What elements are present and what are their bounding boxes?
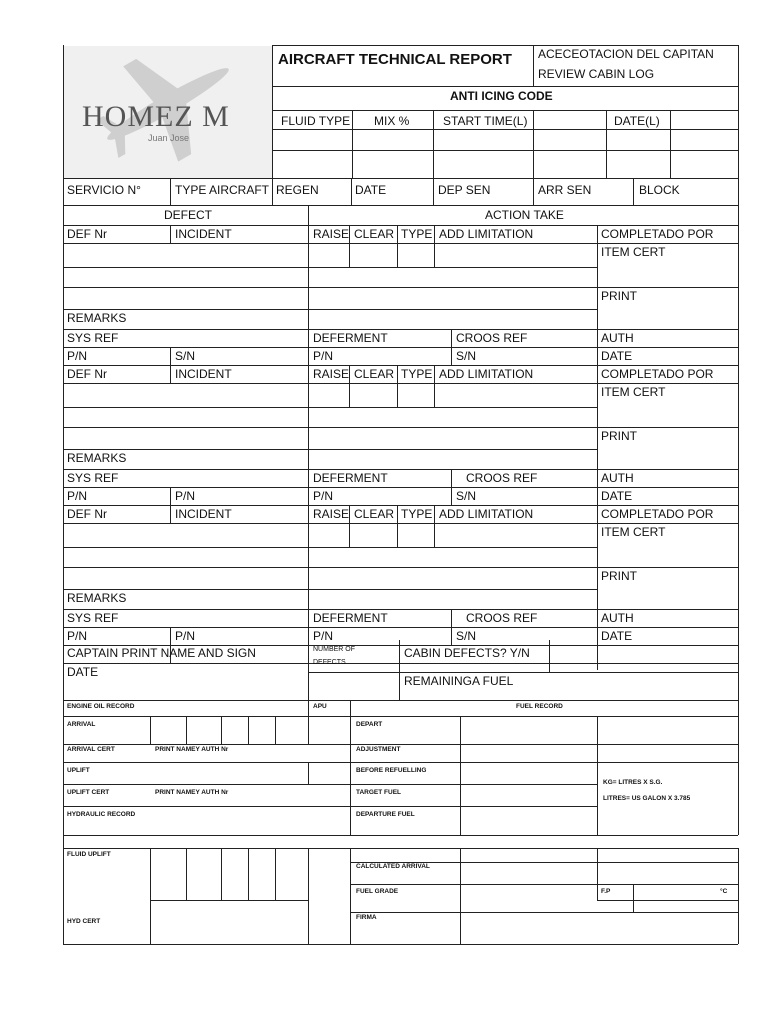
start-time-label: START TIME(L) [443,114,528,128]
def-nr-label: DEF Nr [67,507,107,521]
croos-ref-label: CROOS REF [456,331,528,345]
kg-formula: KG= LITRES X S.G. [603,779,663,786]
item-cert-label: ITEM CERT [601,245,666,259]
type-label: TYPE [401,227,433,241]
engine-oil-record-label: ENGINE OIL RECORD [67,703,135,710]
type-aircraft-label: TYPE AIRCRAFT [175,183,270,197]
hyd-cert-label: HYD CERT [67,918,101,925]
number-of-defects-label-2: DEFECTS [313,659,346,666]
date-l-label: DATE(L) [614,114,660,128]
incident-label: INCIDENT [175,367,232,381]
firma-label: FIRMA [356,914,377,921]
pn-right-label: P/N [313,489,334,503]
calculated-arrival-label: CALCULATED ARRIVAL [356,863,430,870]
pn-right-label: P/N [313,349,334,363]
completado-por-label: COMPLETADO POR [601,507,714,521]
defect-section-label: DEFECT [164,208,212,222]
apu-label: APU [313,703,327,710]
target-fuel-label: TARGET FUEL [356,789,402,796]
adjustment-label: ADJUSTMENT [356,746,401,753]
before-refuelling-label: BEFORE REFUELLING [356,767,427,774]
type-label: TYPE [401,507,433,521]
print-label: PRINT [601,569,637,583]
number-of-defects-label-1: NUMBER OF [313,646,355,653]
date-label: DATE [601,489,633,503]
item-cert-label: ITEM CERT [601,525,666,539]
clear-label: CLEAR [354,507,395,521]
fp-label: F.P [601,888,611,895]
remaining-fuel-label: REMAININGA FUEL [404,674,514,688]
fuel-grade-label: FUEL GRADE [356,888,399,895]
croos-ref-label: CROOS REF [466,471,538,485]
sn-right-label: S/N [456,629,477,643]
print-label: PRINT [601,289,637,303]
def-nr-label: DEF Nr [67,227,107,241]
print-name-auth-label-2: PRINT NAMEY AUTH Nr [155,789,229,796]
remarks-label: REMARKS [67,451,127,465]
add-limitation-label: ADD LIMITATION [439,227,534,241]
auth-label: AUTH [601,331,634,345]
deferment-label: DEFERMENT [313,331,388,345]
sn-left-label: P/N [175,629,196,643]
incident-label: INCIDENT [175,507,232,521]
service-date-label: DATE [355,183,387,197]
uplift-cert-label: UPLIFT CERT [67,789,110,796]
mix-label: MIX % [374,114,410,128]
def-nr-label: DEF Nr [67,367,107,381]
add-limitation-label: ADD LIMITATION [439,507,534,521]
date-label: DATE [601,629,633,643]
departure-fuel-label: DEPARTURE FUEL [356,811,415,818]
fuel-record-label: FUEL RECORD [516,703,563,710]
depart-label: DEPART [356,721,383,728]
sys-ref-label: SYS REF [67,471,119,485]
hydraulic-record-label: HYDRAULIC RECORD [67,811,136,818]
clear-label: CLEAR [354,367,395,381]
pn-label: P/N [67,629,88,643]
pn-right-label: P/N [313,629,334,643]
raise-label: RAISE [313,227,350,241]
regen-label: REGEN [276,183,319,197]
report-title: AIRCRAFT TECHNICAL REPORT [278,51,512,68]
sys-ref-label: SYS REF [67,611,119,625]
action-take-section-label: ACTION TAKE [485,208,564,222]
clear-label: CLEAR [354,227,395,241]
dep-sen-label: DEP SEN [438,183,491,197]
type-label: TYPE [401,367,433,381]
company-logo [64,46,272,178]
raise-label: RAISE [313,367,350,381]
incident-label: INCIDENT [175,227,232,241]
review-cabin-log-label: REVIEW CABIN LOG [538,67,655,81]
logo-name: HOMEZ M [82,100,230,133]
captain-print-name-label: CAPTAIN PRINT NAME AND SIGN [67,646,256,660]
arr-sen-label: ARR SEN [538,183,592,197]
anti-icing-code-label: ANTI ICING CODE [450,89,553,103]
logo-subtitle: Juan Jose [148,133,190,143]
raise-label: RAISE [313,507,350,521]
fluid-type-label: FLUID TYPE [281,114,351,128]
date-label: DATE [601,349,633,363]
litres-formula: LITRES= US GALON X 3.785 [603,795,691,802]
uplift-label: UPLIFT [67,767,90,774]
pn-label: P/N [67,489,88,503]
sn-left-label: P/N [175,489,196,503]
block-label: BLOCK [639,183,680,197]
pn-label: P/N [67,349,88,363]
auth-label: AUTH [601,471,634,485]
sn-left-label: S/N [175,349,196,363]
sn-right-label: S/N [456,349,477,363]
auth-label: AUTH [601,611,634,625]
print-label: PRINT [601,429,637,443]
captain-date-label: DATE [67,665,99,679]
servicio-label: SERVICIO N° [67,183,141,197]
captain-acceptance-label: ACECEOTACION DEL CAPITAN [538,47,714,61]
fluid-uplift-label: FLUID UPLIFT [67,851,111,858]
arrival-label: ARRIVAL [67,721,96,728]
print-name-auth-label: PRINT NAMEY AUTH Nr [155,746,229,753]
add-limitation-label: ADD LIMITATION [439,367,534,381]
item-cert-label: ITEM CERT [601,385,666,399]
remarks-label: REMARKS [67,311,127,325]
sn-right-label: S/N [456,489,477,503]
croos-ref-label: CROOS REF [466,611,538,625]
cabin-defects-label: CABIN DEFECTS? Y/N [404,646,530,660]
completado-por-label: COMPLETADO POR [601,367,714,381]
sys-ref-label: SYS REF [67,331,119,345]
celsius-label: °C [720,888,728,895]
completado-por-label: COMPLETADO POR [601,227,714,241]
deferment-label: DEFERMENT [313,471,388,485]
remarks-label: REMARKS [67,591,127,605]
arrival-cert-label: ARRIVAL CERT [67,746,115,753]
deferment-label: DEFERMENT [313,611,388,625]
